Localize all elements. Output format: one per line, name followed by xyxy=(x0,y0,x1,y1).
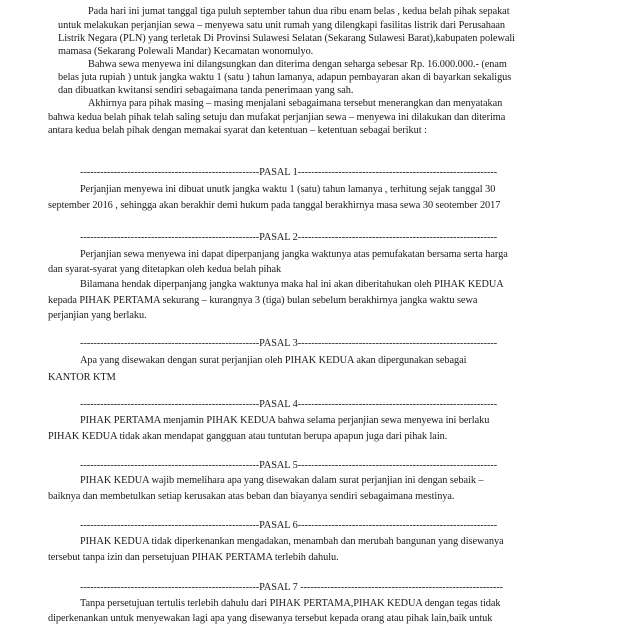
pasal-5-heading: -----------------------------------------------------PASAL 5----------------------------------------------------------- xyxy=(80,460,498,471)
pasal-7-line: diperkenankan untuk menyewakan lagi apa yang disewanya tersebut kepada orang atau pihak lain,baik untuk xyxy=(48,613,493,624)
intro-line: bahwa kedua belah pihak telah saling setuju dan mufakat perjanjian sewa – menyewa ini dilakukan dan diterima xyxy=(48,112,506,123)
intro-line: Akhirnya para pihak masing – masing menjalani sebagaimana tersebut menerangkan dan menyatakan xyxy=(88,98,503,109)
pasal-2-line: Perjanjian sewa menyewa ini dapat diperpanjang jangka waktunya atas pemufakatan bersama serta harga xyxy=(80,249,508,260)
pasal-3-line: KANTOR KTM xyxy=(48,372,116,383)
pasal-4-line: PIHAK PERTAMA menjamin PIHAK KEDUA bahwa selama perjanjian sewa menyewa ini berlaku xyxy=(80,415,490,426)
pasal-1-line: september 2016 , sehingga akan berakhir demi hukum pada tanggal berakhirnya masa sewa 30 seotember 2017 xyxy=(48,200,501,211)
intro-line: belas juta rupiah ) untuk jangka waktu 1 (satu ) tahun lamanya, adapun pembayaran akan di bayarkan sekaligus xyxy=(58,72,512,83)
pasal-1-line: Perjanjian menyewa ini dibuat unutk jangka waktu 1 (satu) tahun lamanya , terhitung sejak tanggal 30 xyxy=(80,184,496,195)
pasal-2-line: Bilamana hendak diperpanjang jangka waktunya maka hal ini akan diberitahukan oleh PIHAK KEDUA xyxy=(80,279,504,290)
pasal-2-heading: -----------------------------------------------------PASAL 2----------------------------------------------------------- xyxy=(80,232,498,243)
intro-line: Bahwa sewa menyewa ini dilangsungkan dan diterima dengan seharga sebesar Rp. 16.000.000.- (enam xyxy=(88,59,507,70)
pasal-2-line: perjanjian yang berlaku. xyxy=(48,310,147,321)
pasal-6-line: tersebut tanpa izin dan persetujuan PIHAK PERTAMA terlebih dahulu. xyxy=(48,552,339,563)
pasal-3-heading: -----------------------------------------------------PASAL 3----------------------------------------------------------- xyxy=(80,338,498,349)
pasal-5-line: baiknya dan membetulkan setiap kerusakan atas beban dan biayanya sendiri sebagaimana mestinya. xyxy=(48,491,455,502)
pasal-3-line: Apa yang disewakan dengan surat perjanjian oleh PIHAK KEDUA akan dipergunakan sebagai xyxy=(80,355,467,366)
pasal-6-line: PIHAK KEDUA tidak diperkenankan mengadakan, menambah dan merubah bangunan yang disewanya xyxy=(80,536,504,547)
pasal-7-heading: -----------------------------------------------------PASAL 7 ------------------------------------------------------------ xyxy=(80,582,504,593)
pasal-6-heading: -----------------------------------------------------PASAL 6----------------------------------------------------------- xyxy=(80,520,498,531)
intro-line: Listrik Negara (PLN) yang terletak Di Provinsi Sulawesi Selatan (Sekarang Sulawesi Barat),kabupaten polewali xyxy=(58,33,515,44)
intro-line: mamasa (Sekarang Polewali Mandar) Kecamatan wonomulyo. xyxy=(58,46,314,57)
intro-line: untuk melakukan perjanjian sewa – menyewa satu unit rumah yang dilengkapi fasilitas listrik dari Perusahaan xyxy=(58,20,506,31)
intro-line: Pada hari ini jumat tanggal tiga puluh september tahun dua ribu enam belas , kedua belah pihak sepakat xyxy=(88,6,510,17)
pasal-4-heading: -----------------------------------------------------PASAL 4----------------------------------------------------------- xyxy=(80,399,498,410)
pasal-7-line: Tanpa persetujuan tertulis terlebih dahulu dari PIHAK PERTAMA,PIHAK KEDUA dengan tegas tidak xyxy=(80,598,501,609)
pasal-2-line: dan syarat-syarat yang ditetapkan oleh kedua belah pihak xyxy=(48,264,282,275)
pasal-5-line: PIHAK KEDUA wajib memelihara apa yang disewakan dalam surat perjanjian ini dengan sebaik – xyxy=(80,475,484,486)
pasal-2-line: kepada PIHAK PERTAMA sekurang – kurangnya 3 (tiga) bulan sebelum berakhirnya jangka waktu sewa xyxy=(48,295,478,306)
intro-line: antara kedua belah pihak dengan memakai syarat dan ketentuan – ketentuan sebagai berikut : xyxy=(48,125,427,136)
intro-line: dan dibuatkan kwitansi sendiri sebagaimana tanda penerimaan yang sah. xyxy=(58,85,354,96)
pasal-1-heading: -----------------------------------------------------PASAL 1----------------------------------------------------------- xyxy=(80,167,498,178)
pasal-4-line: PIHAK KEDUA tidak akan mendapat gangguan atau tuntutan berupa apapun juga dari pihak lain. xyxy=(48,431,448,442)
